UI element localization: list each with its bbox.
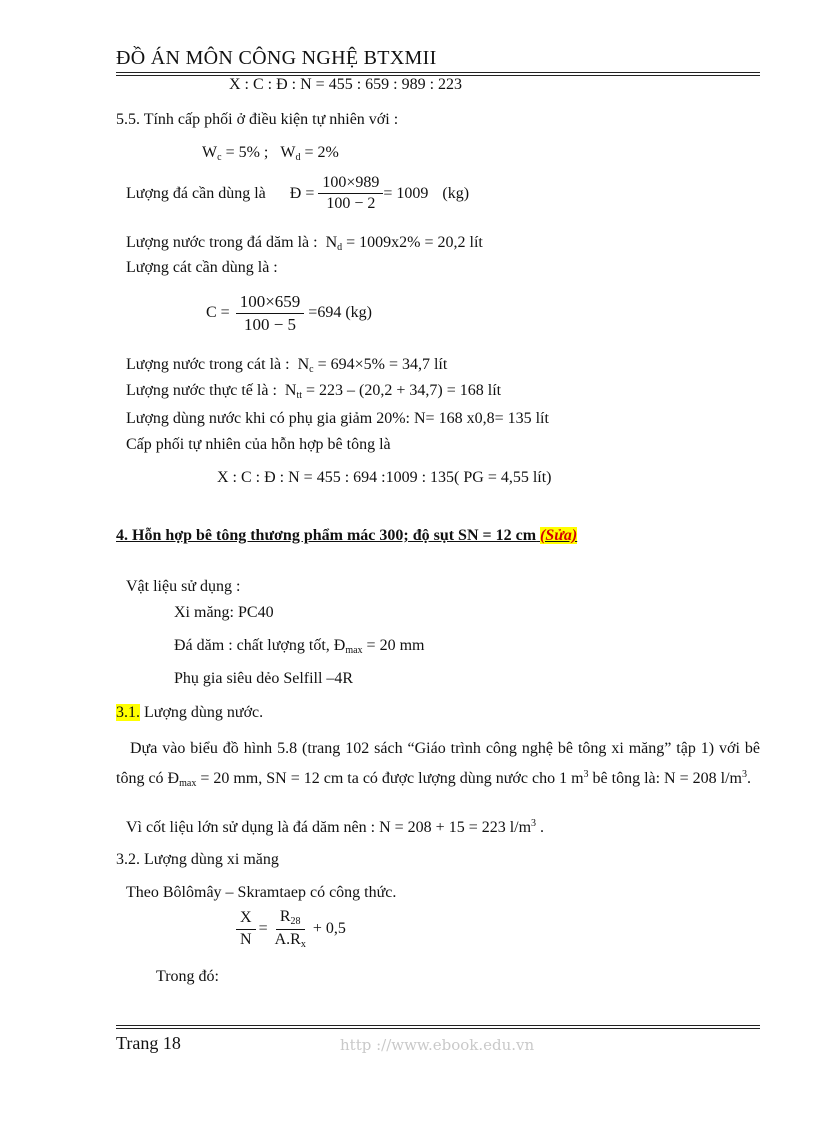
moisture-line: $W_c = 5\%$ ; $W_d = 2\%$: [202, 144, 339, 163]
material-cement: Xi măng: PC40: [174, 604, 274, 621]
s31-number: 3.1.: [116, 704, 140, 721]
where-label: Trong đó:: [156, 968, 219, 985]
s31-paragraph-2: Vì cốt liệu lớn sử dụng là đá dăm nên : N = 208 + 15 = 223 $l/m^3$ .: [126, 818, 545, 836]
bolomay-formula: $\frac{X}{N}$ = $\frac{R_{28}}{A.R_x}$ + 0,5: [236, 908, 346, 950]
s31-heading: 3.1. Lượng dùng nước.: [116, 704, 264, 721]
material-additive: Phụ gia siêu dẻo Selfill –4R: [174, 670, 354, 687]
natural-ratio: X : C : Đ : N = 455 : 694 :1009 : 135( PG = 4,55 lít): [217, 469, 552, 486]
water-in-stone: Lượng nước trong đá dăm là : $N_d = 1009x2\% = 20,2$ lít: [126, 234, 483, 253]
sand-formula: C = $\frac{100\times 659}{100 - 5}$ =694 (kg): [206, 292, 372, 334]
header-rule: [116, 72, 760, 73]
stone-label: Lượng đá cần dùng là: [126, 184, 266, 202]
sand-label: Lượng cát cần dùng là :: [126, 259, 278, 276]
footer-rule: [116, 1025, 760, 1026]
s31-paragraph-1: Dựa vào biểu đồ hình 5.8 (trang 102 sách “Giáo trình công nghệ bê tông xi măng” tập 1) với bê tông có $Đ_{max} = 20$ mm, SN = 12 cm ta có được lượng dùng nước cho 1 $m^3$ bê tông là: N = 208 $l/m^3$.: [116, 740, 760, 789]
top-ratio: X : C : Đ : N = 455 : 659 : 989 : 223: [229, 76, 463, 93]
formula-intro: Theo Bôlômây – Skramtaep có công thức.: [126, 884, 397, 901]
stone-formula: Lượng đá cần dùng là Đ = $\frac{100\times 989}{100 - 2}$ = 1009 (kg): [126, 174, 470, 213]
water-actual: Lượng nước thực tế là : $N_{tt} = 223 - (20,2 + 34,7) = 168$ lít: [126, 382, 502, 401]
footer-url[interactable]: http ://www.ebook.edu.vn: [340, 1036, 535, 1054]
material-stone: Đá dăm : chất lượng tốt, $Đ_{max} = 20$ mm: [174, 637, 425, 656]
footer-rule-2: [116, 1028, 760, 1029]
water-in-sand: Lượng nước trong cát là : $N_c = 694\times 5\% = 34,7$ lít: [126, 356, 448, 375]
natural-mix-label: Cấp phối tự nhiên của hỗn hợp bê tông là: [126, 436, 391, 453]
materials-label: Vật liệu sử dụng :: [126, 578, 241, 595]
s32-heading: 3.2. Lượng dùng xi măng: [116, 851, 279, 868]
page-number: Trang 18: [116, 1033, 181, 1053]
additive-water: Lượng dùng nước khi có phụ gia giảm 20%: N= 168 x0,8= 135 lít: [126, 410, 549, 427]
edit-tag: (Sửa): [540, 527, 578, 544]
header-title: ĐỒ ÁN MÔN CÔNG NGHỆ BTXMII: [116, 47, 437, 69]
section4-title: 4. Hỗn hợp bê tông thương phẩm mác 300; độ sụt SN = 12 cm (Sửa): [116, 527, 578, 544]
s55-heading: 5.5. Tính cấp phối ở điều kiện tự nhiên với :: [116, 111, 399, 128]
